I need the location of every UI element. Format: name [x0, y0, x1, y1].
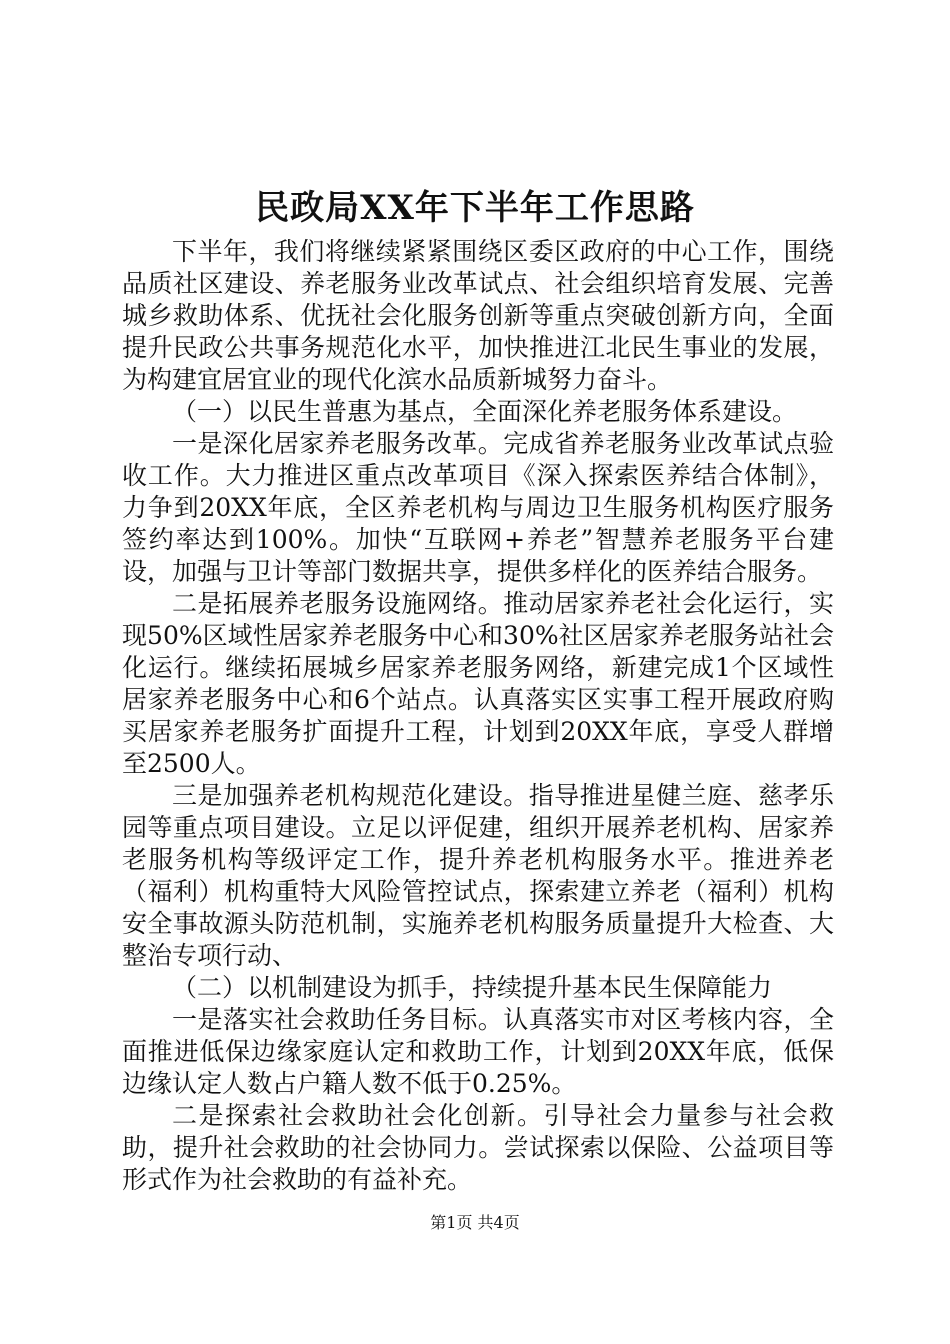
section-heading-2: （二）以机制建设为抓手，持续提升基本民生保障能力: [172, 973, 773, 1002]
paragraph-home-care-reform: 一是深化居家养老服务改革。完成省养老服务业改革试点验收工作。大力推进区重点改革项目《深入探索医养结合体制》，力争到20XX年底，全区养老机构与周边卫生服务机构医疗服务签约率达到100%。加快“互联网+养老”智慧养老服务平台建设，加强与卫计等部门数据共享，提供多样化的医养结合服务。: [122, 429, 834, 586]
page-footer: 第1页 共4页: [430, 1213, 520, 1232]
document-title: 民政局XX年下半年工作思路: [255, 188, 695, 228]
intro-paragraph: 下半年，我们将继续紧紧围绕区委区政府的中心工作，围绕品质社区建设、养老服务业改革试点、社会组织培育发展、完善城乡救助体系、优抚社会化服务创新等重点突破创新方向，全面提升民政公共事务规范化水平，加快推进江北民生事业的发展，为构建宜居宜业的现代化滨水品质新城努力奋斗。: [122, 237, 834, 394]
paragraph-institution-standards: 三是加强养老机构规范化建设。指导推进星健兰庭、慈孝乐园等重点项目建设。立足以评促建，组织开展养老机构、居家养老服务机构等级评定工作，提升养老机构服务水平。推进养老（福利）机构重特大风险管控试点，探索建立养老（福利）机构安全事故源头防范机制，实施养老机构服务质量提升大检查、大整治专项行动、: [122, 781, 834, 970]
paragraph-assistance-innovation: 二是探索社会救助社会化创新。引导社会力量参与社会救助，提升社会救助的社会协同力。尝试探索以保险、公益项目等形式作为社会救助的有益补充。: [122, 1101, 834, 1194]
document-body: [122, 236, 834, 1196]
paragraph-care-network: 二是拓展养老服务设施网络。推动居家养老社会化运行，实现50%区域性居家养老服务中心和30%社区居家养老服务站社会化运行。继续拓展城乡居家养老服务网络，新建完成1个区域性居家养老服务中心和6个站点。认真落实区实事工程开展政府购买居家养老服务扩面提升工程，计划到20XX年底，享受人群增至2500人。: [122, 589, 834, 778]
section-heading-1: （一）以民生普惠为基点，全面深化养老服务体系建设。: [172, 397, 798, 426]
paragraph-assistance-targets: 一是落实社会救助任务目标。认真落实市对区考核内容，全面推进低保边缘家庭认定和救助工作，计划到20XX年底，低保边缘认定人数占户籍人数不低于0.25%。: [122, 1005, 834, 1098]
